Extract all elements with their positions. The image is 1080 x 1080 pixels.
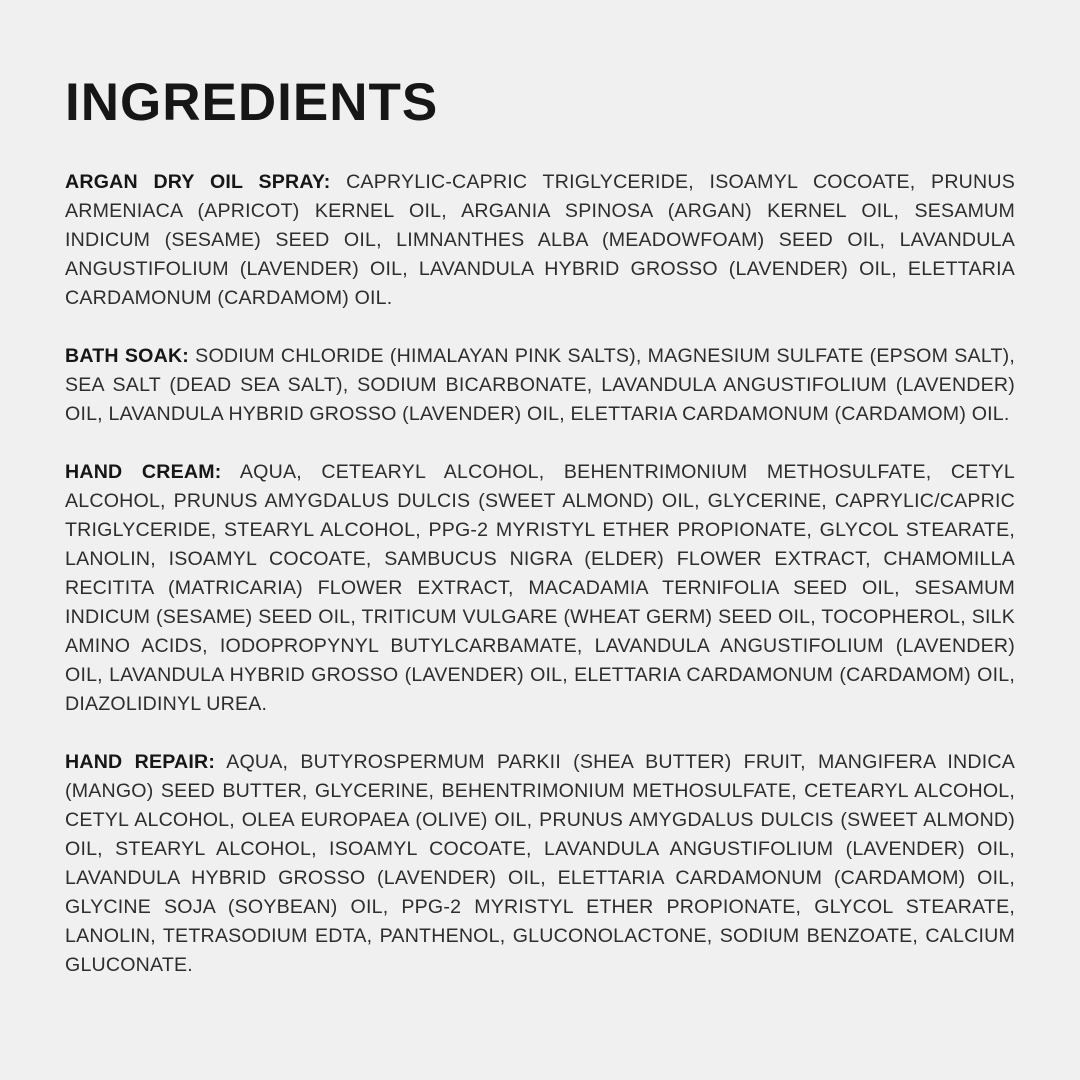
section-label-hand-repair: HAND REPAIR: <box>65 751 216 774</box>
section-label-argan-dry-oil-spray: ARGAN DRY OIL SPRAY: <box>65 171 331 194</box>
section-argan-dry-oil-spray <box>65 168 1015 313</box>
section-hand-cream <box>65 458 1015 719</box>
section-label-hand-cream: HAND CREAM: <box>65 461 222 484</box>
section-text-argan-dry-oil-spray: CAPRYLIC-CAPRIC TRIGLYCERIDE, ISOAMYL COCOATE, PRUNUS ARMENIACA (APRICOT) KERNEL OIL, ARGANIA SPINOSA (ARGAN) KERNEL OIL, SESAMUM INDICUM (SESAME) SEED OIL, LIMNANTHES ALBA (MEADOWFOAM) SEED OIL, LAVANDULA ANGUSTIFOLIUM (LAVENDER) OIL, LAVANDULA HYBRID GROSSO (LAVENDER) OIL, ELETTARIA CARDAMONUM (CARDAMOM) OIL. <box>65 171 1015 310</box>
section-label-bath-soak: BATH SOAK: <box>65 345 190 368</box>
section-text-bath-soak: SODIUM CHLORIDE (HIMALAYAN PINK SALTS), MAGNESIUM SULFATE (EPSOM SALT), SEA SALT (DEAD SEA SALT), SODIUM BICARBONATE, LAVANDULA ANGUSTIFOLIUM (LAVENDER) OIL, LAVANDULA HYBRID GROSSO (LAVENDER) OIL, ELETTARIA CARDAMONUM (CARDAMOM) OIL. <box>65 345 1015 426</box>
section-text-hand-cream: AQUA, CETEARYL ALCOHOL, BEHENTRIMONIUM METHOSULFATE, CETYL ALCOHOL, PRUNUS AMYGDALUS DULCIS (SWEET ALMOND) OIL, GLYCERINE, CAPRYLIC/CAPRIC TRIGLYCERIDE, STEARYL ALCOHOL, PPG-2 MYRISTYL ETHER PROPIONATE, GLYCOL STEARATE, LANOLIN, ISOAMYL COCOATE, SAMBUCUS NIGRA (ELDER) FLOWER EXTRACT, CHAMOMILLA RECITITA (MATRICARIA) FLOWER EXTRACT, MACADAMIA TERNIFOLIA SEED OIL, SESAMUM INDICUM (SESAME) SEED OIL, TRITICUM VULGARE (WHEAT GERM) SEED OIL, TOCOPHEROL, SILK AMINO ACIDS, IODOPROPYNYL BUTYLCARBAMATE, LAVANDULA ANGUSTIFOLIUM (LAVENDER) OIL, LAVANDULA HYBRID GROSSO (LAVENDER) OIL, ELETTARIA CARDAMONUM (CARDAMOM) OIL, DIAZOLIDINYL UREA. <box>65 461 1016 716</box>
ingredients-list <box>65 168 1015 980</box>
section-text-hand-repair: AQUA, BUTYROSPERMUM PARKII (SHEA BUTTER) FRUIT, MANGIFERA INDICA (MANGO) SEED BUTTER, GLYCERINE, BEHENTRIMONIUM METHOSULFATE, CETEARYL ALCOHOL, CETYL ALCOHOL, OLEA EUROPAEA (OLIVE) OIL, PRUNUS AMYGDALUS DULCIS (SWEET ALMOND) OIL, STEARYL ALCOHOL, ISOAMYL COCOATE, LAVANDULA ANGUSTIFOLIUM (LAVENDER) OIL, LAVANDULA HYBRID GROSSO (LAVENDER) OIL, ELETTARIA CARDAMONUM (CARDAMOM) OIL, GLYCINE SOJA (SOYBEAN) OIL, PPG-2 MYRISTYL ETHER PROPIONATE, GLYCOL STEARATE, LANOLIN, TETRASODIUM EDTA, PANTHENOL, GLUCONOLACTONE, SODIUM BENZOATE, CALCIUM GLUCONATE. <box>65 751 1015 977</box>
page-title: INGREDIENTS <box>65 73 439 132</box>
section-bath-soak <box>65 342 1015 429</box>
section-hand-repair <box>65 748 1015 980</box>
